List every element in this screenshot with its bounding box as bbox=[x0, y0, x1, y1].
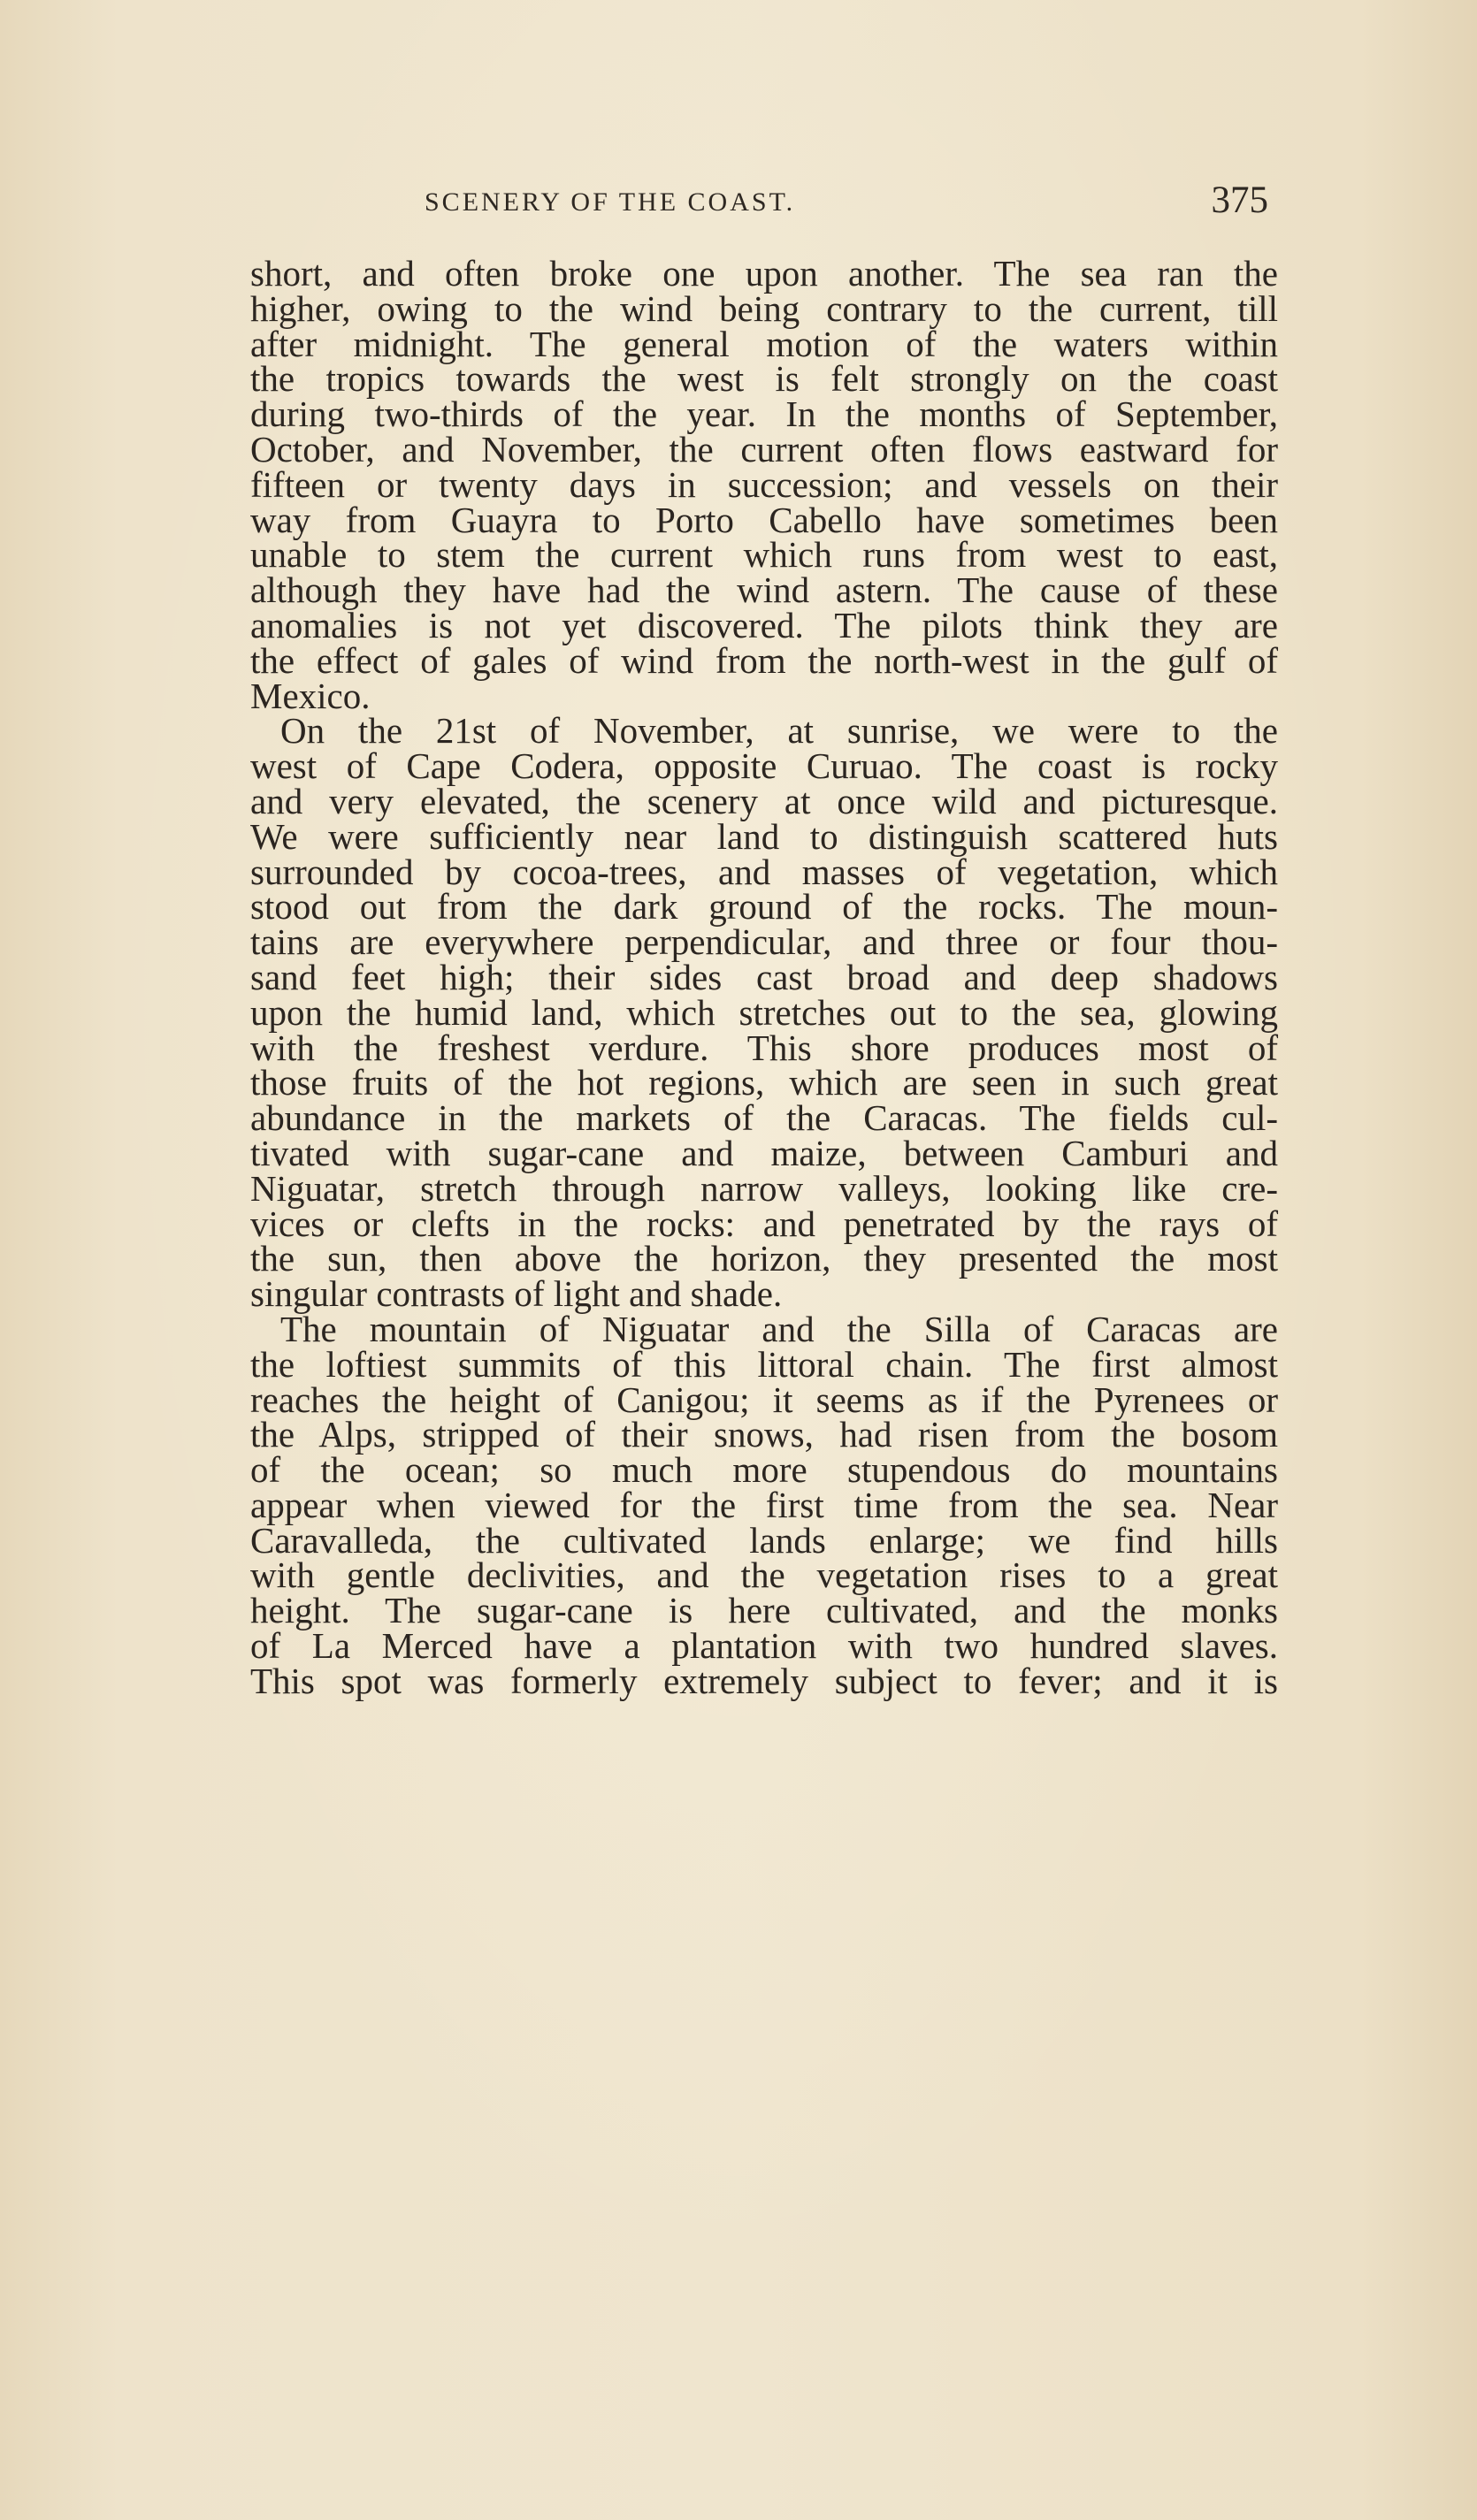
text-line: unable to stem the current which runs from west to east, bbox=[250, 534, 1278, 576]
text-line: the effect of gales of wind from the north-west in the gulf of bbox=[250, 639, 1278, 681]
text-line: The mountain of Niguatar and the Silla of Caracas are bbox=[280, 1308, 1278, 1349]
text-line: Niguatar, stretch through narrow valleys, looking like cre- bbox=[250, 1167, 1278, 1209]
text-line: although they have had the wind astern. The cause of these bbox=[250, 569, 1278, 611]
running-title: SCENERY OF THE COAST. bbox=[425, 187, 796, 217]
text-line: tivated with sugar-cane and maize, between Camburi and bbox=[250, 1132, 1278, 1173]
text-line: after midnight. The general motion of the waters within bbox=[250, 323, 1278, 364]
text-line: appear when viewed for the first time from the sea. Near bbox=[250, 1484, 1278, 1525]
text-line: Mexico. bbox=[250, 675, 371, 716]
text-line: of La Merced have a plantation with two hundred slaves. bbox=[250, 1625, 1278, 1667]
text-line: surrounded by cocoa-trees, and masses of vegetation, which bbox=[250, 851, 1278, 892]
text-line: vices or clefts in the rocks: and penetrated by the rays of bbox=[250, 1203, 1278, 1244]
text-line: with gentle declivities, and the vegetation rises to a great bbox=[250, 1554, 1278, 1596]
text-line: abundance in the markets of the Caracas. The fields cul- bbox=[250, 1097, 1278, 1139]
text-line: height. The sugar-cane is here cultivated, and the monks bbox=[250, 1590, 1278, 1631]
text-line: Caravalleda, the cultivated lands enlarge; we find hills bbox=[250, 1519, 1278, 1561]
text-line: with the freshest verdure. This shore produces most of bbox=[250, 1027, 1278, 1068]
text-line: reaches the height of Canigou; it seems as if the Pyrenees or bbox=[250, 1378, 1278, 1420]
text-line: the tropics towards the west is felt strongly on the coast bbox=[250, 358, 1278, 400]
text-line: fifteen or twenty days in succession; and vessels on their bbox=[250, 463, 1278, 505]
text-line: west of Cape Codera, opposite Curuao. The coast is rocky bbox=[250, 745, 1278, 787]
text-line: and very elevated, the scenery at once wild and picturesque. bbox=[250, 780, 1278, 821]
text-line: tains are everywhere perpendicular, and three or four thou- bbox=[250, 921, 1278, 963]
text-line: On the 21st of November, at sunrise, we were to the bbox=[280, 710, 1278, 752]
text-line: during two-thirds of the year. In the months of September, bbox=[250, 393, 1278, 435]
text-line: sand feet high; their sides cast broad and deep shadows bbox=[250, 956, 1278, 997]
text-line: higher, owing to the wind being contrary to the current, till bbox=[250, 287, 1278, 329]
text-line: We were sufficiently near land to distinguish scattered huts bbox=[250, 815, 1278, 857]
text-line: way from Guayra to Porto Cabello have sometimes been bbox=[250, 499, 1278, 540]
text-line: stood out from the dark ground of the rocks. The moun- bbox=[250, 886, 1278, 928]
text-line: the loftiest summits of this littoral chain. The first almost bbox=[250, 1343, 1278, 1385]
text-line: of the ocean; so much more stupendous do mountains bbox=[250, 1449, 1278, 1491]
body-text bbox=[250, 253, 1278, 1701]
text-line: those fruits of the hot regions, which are seen in such great bbox=[250, 1062, 1278, 1103]
text-line: upon the humid land, which stretches out to the sea, glowing bbox=[250, 991, 1278, 1033]
text-line: This spot was formerly extremely subject to fever; and it is bbox=[250, 1660, 1278, 1701]
text-line: anomalies is not yet discovered. The pilots think they are bbox=[250, 604, 1278, 645]
page-number: 375 bbox=[1211, 179, 1268, 221]
text-line: the Alps, stripped of their snows, had risen from the bosom bbox=[250, 1414, 1278, 1455]
text-line: short, and often broke one upon another. The sea ran the bbox=[250, 253, 1278, 294]
page-header bbox=[425, 179, 1282, 232]
text-line: singular contrasts of light and shade. bbox=[250, 1273, 783, 1315]
text-line: the sun, then above the horizon, they presented the most bbox=[250, 1238, 1278, 1279]
text-line: October, and November, the current often flows eastward for bbox=[250, 428, 1278, 470]
